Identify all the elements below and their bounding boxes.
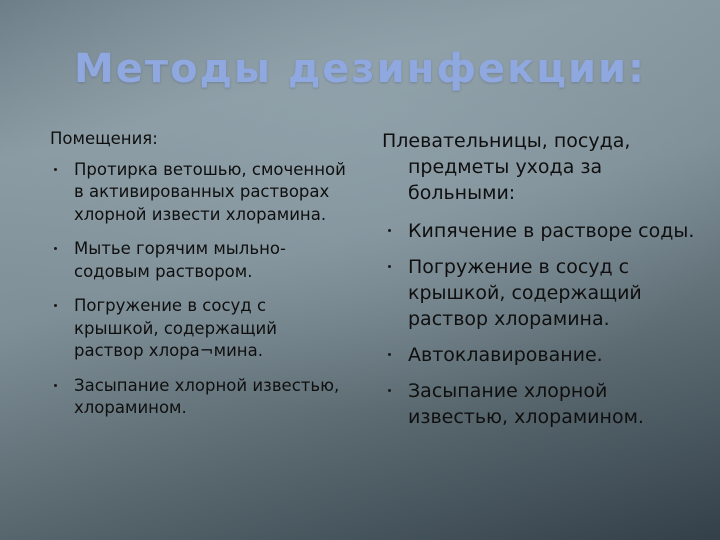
list-item — [50, 238, 350, 283]
list-item-text: Засыпание хлорной известью, хлорамином. — [74, 375, 340, 417]
bullet-icon — [54, 384, 57, 387]
bullet-icon — [388, 389, 391, 392]
bullet-icon — [388, 265, 391, 268]
bullet-icon — [388, 229, 391, 232]
rooms-heading: Помещения: — [50, 129, 158, 148]
bullet-icon — [388, 353, 391, 356]
bullet-icon — [54, 168, 57, 171]
list-item-text: Мытье горячим мыльно-содовым раствором. — [74, 239, 286, 281]
list-item — [382, 254, 702, 332]
list-item-text: Кипячение в растворе соды. — [408, 220, 695, 242]
items-heading: Плевательницы, посуда, предметы ухода за больными: — [382, 130, 631, 204]
list-item-text: Засыпание хлорной известью, хлорамином. — [408, 380, 644, 428]
items-column — [382, 128, 702, 440]
list-item — [50, 295, 350, 363]
list-item — [382, 342, 702, 368]
items-methods-list — [382, 218, 702, 430]
list-item — [50, 375, 350, 420]
list-item-text: Погружение в сосуд с крышкой, содержащий раствор хлора¬мина. — [74, 296, 278, 360]
list-item-text: Погружение в сосуд с крышкой, содержащий раствор хлорамина. — [408, 256, 642, 330]
rooms-methods-list — [50, 159, 350, 420]
slide-title: Методы дезинфекции: — [73, 46, 646, 92]
list-item — [382, 378, 702, 430]
list-item — [382, 218, 702, 244]
bullet-icon — [54, 247, 57, 250]
list-item-text: Автоклавирование. — [408, 344, 603, 366]
list-item-text: Протирка ветошью, смоченной в активированных растворах хлорной извести хлорамина. — [74, 159, 346, 224]
list-item — [50, 159, 350, 227]
rooms-column — [50, 128, 350, 432]
bullet-icon — [54, 304, 57, 307]
